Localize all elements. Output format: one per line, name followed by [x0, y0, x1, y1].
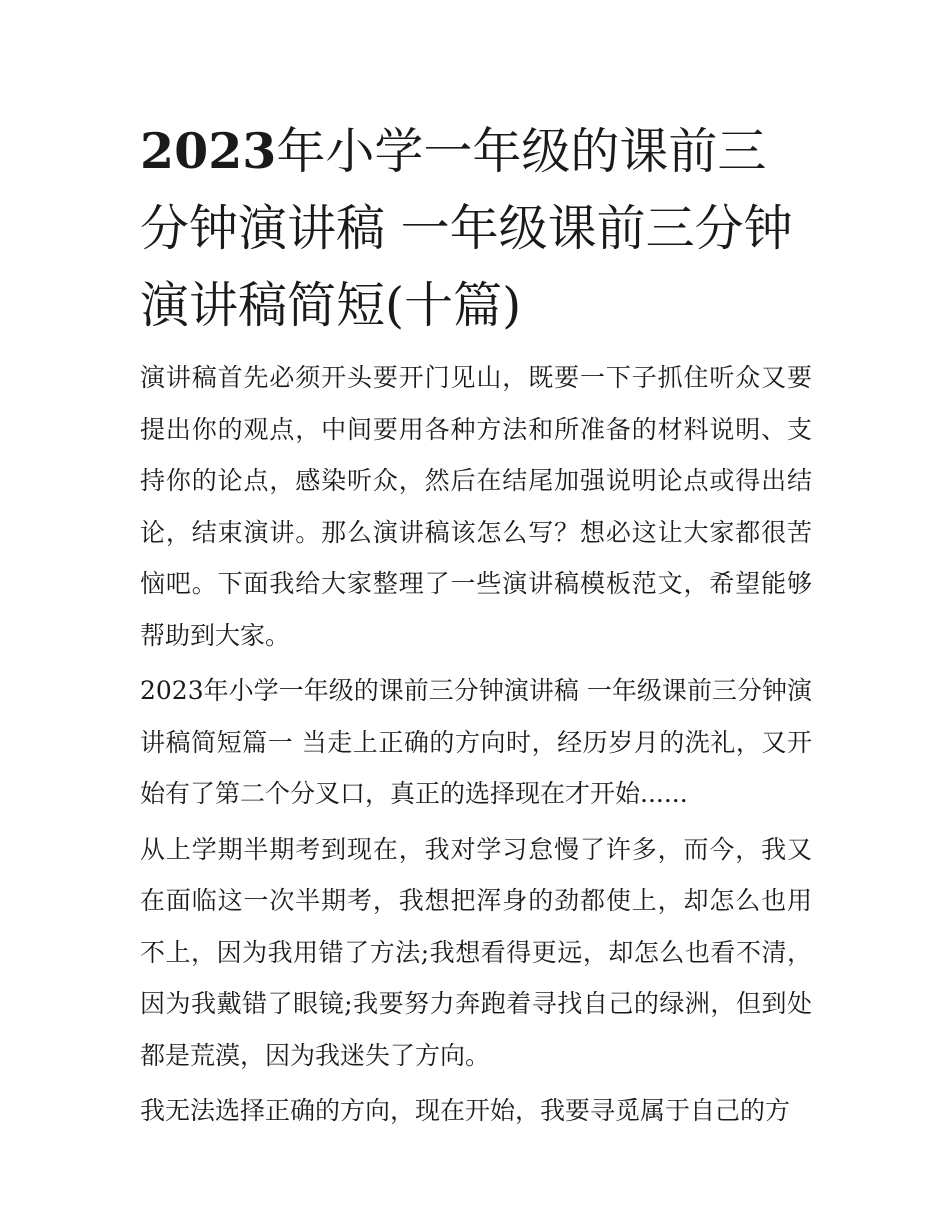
paragraph-intro: 演讲稿首先必须开头要开门见山，既要一下子抓住听众又要提出你的观点，中间要用各种方法和所准备的材料说明、支持你的论点，感染听众，然后在结尾加强说明论点或得出结论，结束演讲。那么演讲稿该怎么写？想必这让大家都很苦恼吧。下面我给大家整理了一些演讲稿模板范文，希望能够帮助到大家。: [140, 363, 812, 650]
paragraph-body-1: 从上学期半期考到现在，我对学习怠慢了许多，而今，我又在面临这一次半期考，我想把浑身的劲都使上，却怎么也用不上，因为我用错了方法;我想看得更远，却怎么也看不清，因为我戴错了眼镜;我要努力奔跑着寻找自己的绿洲，但到处都是荒漠，因为我迷失了方向。: [140, 834, 812, 1070]
paragraph-body-2: 我无法选择正确的方向，现在开始，我要寻觅属于自己的方: [140, 1096, 791, 1125]
title-year: 2023: [140, 122, 277, 180]
paragraph-section-heading: 2023年小学一年级的课前三分钟演讲稿 一年级课前三分钟演讲稿简短篇一 当走上正确的方向时，经历岁月的洗礼，又开始有了第二个分叉口，真正的选择现在才开始......: [140, 676, 812, 808]
document-body: [140, 352, 812, 1141]
title-text: 年小学一年级的课前三分钟演讲稿 一年级课前三分钟演讲稿简短(十篇): [140, 123, 793, 334]
document-title: [140, 113, 812, 344]
